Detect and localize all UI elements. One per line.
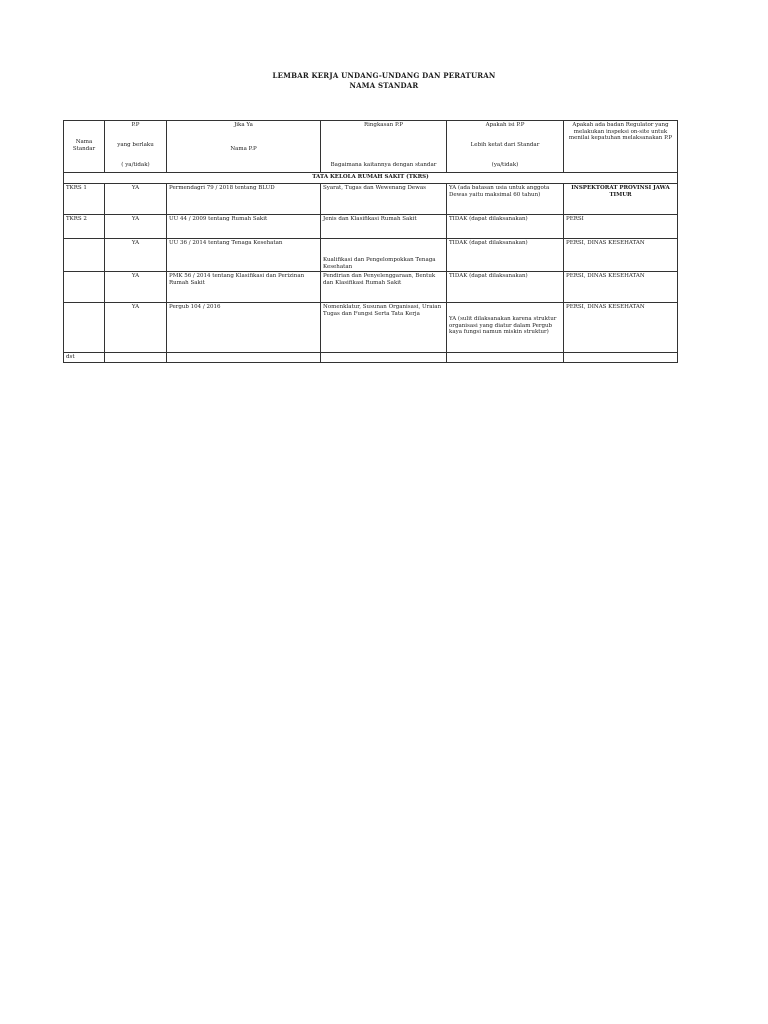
cell-standar	[64, 239, 105, 272]
cell-lebih-ketat	[447, 353, 564, 363]
header-jika-ya-label: Jika Ya	[234, 122, 253, 128]
section-title: TATA KELOLA RUMAH SAKIT (TKRS)	[64, 173, 678, 184]
header-lebih-ketat	[447, 121, 564, 173]
header-ya-tidak-label-2: (ya/tidak)	[491, 162, 519, 169]
header-isi-pp-label: Apakah isi P.P	[485, 122, 525, 128]
cell-berlaku: YA	[105, 215, 167, 239]
cell-regulator: PERSI, DINAS KESEHATAN	[564, 239, 678, 272]
cell-standar: dst	[64, 353, 105, 363]
cell-regulator: PERSI, DINAS KESEHATAN	[564, 303, 678, 353]
cell-berlaku	[105, 353, 167, 363]
cell-nama-pp	[167, 353, 321, 363]
header-ringkasan-label: Ringkasan P.P	[363, 122, 403, 128]
header-regulator-label: Apakah ada badan Regulator yang melakukan inspeksi on-site untuk menilai kepatuhan melaksanakan P.P	[568, 122, 673, 142]
cell-ringkasan	[321, 353, 447, 363]
cell-standar: TKRS 1	[64, 184, 105, 215]
cell-ringkasan: Jenis dan Klasifikasi Rumah Sakit	[321, 215, 447, 239]
header-ya-tidak-label: ( ya/tidak)	[121, 162, 150, 169]
cell-berlaku: YA	[105, 272, 167, 303]
cell-lebih-ketat	[447, 303, 564, 353]
table-header-row	[64, 121, 678, 173]
cell-nama-pp: UU 44 / 2009 tentang Rumah Sakit	[167, 215, 321, 239]
cell-standar	[64, 272, 105, 303]
table-row	[64, 272, 678, 303]
cell-standar	[64, 303, 105, 353]
cell-ringkasan: Nomenklatur, Susunan Organisasi, Uraian Tugas dan Fungsi Serta Tata Kerja	[321, 303, 447, 353]
header-nama-pp-label: Nama P.P	[230, 145, 257, 152]
header-kaitan-label: Bagaimana kaitannya dengan standar	[330, 162, 437, 169]
document-title: LEMBAR KERJA UNDANG-UNDANG DAN PERATURAN	[272, 71, 496, 80]
header-nama-standar: Nama Standar	[64, 121, 105, 173]
header-lebih-ketat-label: Lebih ketat dari Standar	[470, 142, 540, 149]
cell-ringkasan: Pendirian dan Penyelenggaraan, Bentuk dan Klasifikasi Rumah Sakit	[321, 272, 447, 303]
table-row	[64, 184, 678, 215]
cell-berlaku: YA	[105, 303, 167, 353]
cell-ringkasan: Syarat, Tugas dan Wewenang Dewas	[321, 184, 447, 215]
cell-regulator: INSPEKTORAT PROVINSI JAWA TIMUR	[564, 184, 678, 215]
cell-lebih-ketat: YA (ada batasan usia untuk anggota Dewas yaitu maksimal 60 tahun)	[447, 184, 564, 215]
header-ringkasan	[321, 121, 447, 173]
document-subtitle: NAMA STANDAR	[349, 81, 419, 90]
header-nama-pp	[167, 121, 321, 173]
cell-berlaku: YA	[105, 239, 167, 272]
cell-nama-pp: Permendagri 79 / 2018 tentang BLUD	[167, 184, 321, 215]
cell-ringkasan	[321, 239, 447, 272]
cell-regulator: PERSI, DINAS KESEHATAN	[564, 272, 678, 303]
cell-lebih-ketat: TIDAK (dapat dilaksanakan)	[447, 215, 564, 239]
cell-lebih-ketat: TIDAK (dapat dilaksanakan)	[447, 272, 564, 303]
table-row	[64, 303, 678, 353]
header-regulator	[564, 121, 678, 173]
cell-ringkasan-text: Kualifikasi dan Pengelompokkan Tenaga Kesehatan	[323, 257, 436, 270]
cell-lebih-ketat: TIDAK (dapat dilaksanakan)	[447, 239, 564, 272]
table-row	[64, 239, 678, 272]
cell-lebih-ketat-text: YA (sulit dilaksanakan karena struktur organisasi yang diatur dalam Pergub kaya fungsi namun miskin struktur)	[449, 316, 557, 336]
cell-nama-pp: Pergub 104 / 2016	[167, 303, 321, 353]
cell-berlaku: YA	[105, 184, 167, 215]
header-pp-berlaku	[105, 121, 167, 173]
cell-regulator: PERSI	[564, 215, 678, 239]
cell-nama-pp: PMK 56 / 2014 tentang Klasifikasi dan Perizinan Rumah Sakit	[167, 272, 321, 303]
section-row	[64, 173, 678, 184]
cell-regulator	[564, 353, 678, 363]
header-pp-label: P.P	[131, 122, 140, 128]
cell-standar: TKRS 2	[64, 215, 105, 239]
table-row	[64, 353, 678, 363]
table-row	[64, 215, 678, 239]
header-berlaku-label: yang berlaku	[117, 142, 154, 149]
regulations-table	[63, 120, 678, 363]
cell-nama-pp: UU 36 / 2014 tentang Tenaga Kesehatan	[167, 239, 321, 272]
